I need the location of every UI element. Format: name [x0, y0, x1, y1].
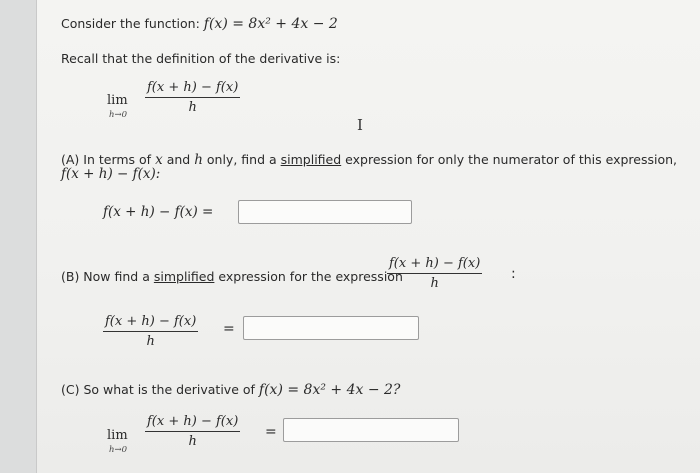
- partB-simplified: simplified: [153, 269, 215, 284]
- partC-answer-input[interactable]: [283, 418, 459, 442]
- partB-line: [61, 269, 403, 284]
- partA-simplified: simplified: [280, 152, 342, 167]
- partA-var-x: x: [155, 152, 163, 168]
- partB-rest: expression for the expression: [218, 269, 403, 284]
- partB-prefix: (B) Now find a: [61, 269, 150, 284]
- partB-numerator: f(x + h) − f(x): [389, 256, 481, 271]
- question-panel: [36, 0, 700, 473]
- partB-answer-fraction: [103, 314, 198, 349]
- function-expression: f(x) = 8x² + 4x − 2: [203, 16, 338, 32]
- partC-equals: =: [265, 424, 277, 440]
- partA-rest: expression for only the numerator of this expression,: [345, 152, 678, 167]
- partB-denominator: h: [387, 273, 482, 291]
- partB-colon: :: [511, 266, 516, 282]
- lim-subscript: h→0: [109, 110, 128, 120]
- partC-lim-subscript: h→0: [109, 445, 128, 455]
- partB-answer-input[interactable]: [243, 316, 419, 340]
- partC-prefix: (C) So what is the derivative of: [61, 382, 255, 397]
- partB-equals: =: [223, 321, 235, 337]
- partB-lhs-denominator: h: [103, 331, 198, 349]
- partA-and: and: [166, 152, 191, 167]
- partA-only-find: only, find a: [206, 152, 277, 167]
- partC-expression: f(x) = 8x² + 4x − 2?: [258, 382, 401, 398]
- partC-lim-label: lim: [107, 428, 128, 443]
- partC-numerator: f(x + h) − f(x): [147, 414, 239, 429]
- partA-lhs: f(x + h) − f(x) =: [103, 204, 214, 220]
- definition-fraction: [145, 80, 240, 115]
- partB-inline-fraction: [387, 256, 482, 291]
- partA-prefix: (A) In terms of: [61, 152, 152, 167]
- text-cursor-icon: I: [357, 116, 363, 134]
- partA-answer-input[interactable]: [238, 200, 412, 224]
- partB-lhs-numerator: f(x + h) − f(x): [105, 314, 197, 329]
- partA-var-h: h: [194, 152, 203, 168]
- partC-fraction: [145, 414, 240, 449]
- intro-text: Consider the function:: [61, 16, 200, 31]
- partA-line2: f(x + h) − f(x):: [61, 166, 161, 182]
- partC-denominator: h: [145, 431, 240, 449]
- intro-line: [61, 16, 338, 32]
- recall-text: Recall that the definition of the derivative is:: [61, 51, 341, 66]
- fraction-numerator: f(x + h) − f(x): [147, 80, 239, 95]
- fraction-denominator: h: [145, 97, 240, 115]
- lim-label: lim: [107, 93, 128, 108]
- partC-line: [61, 382, 400, 398]
